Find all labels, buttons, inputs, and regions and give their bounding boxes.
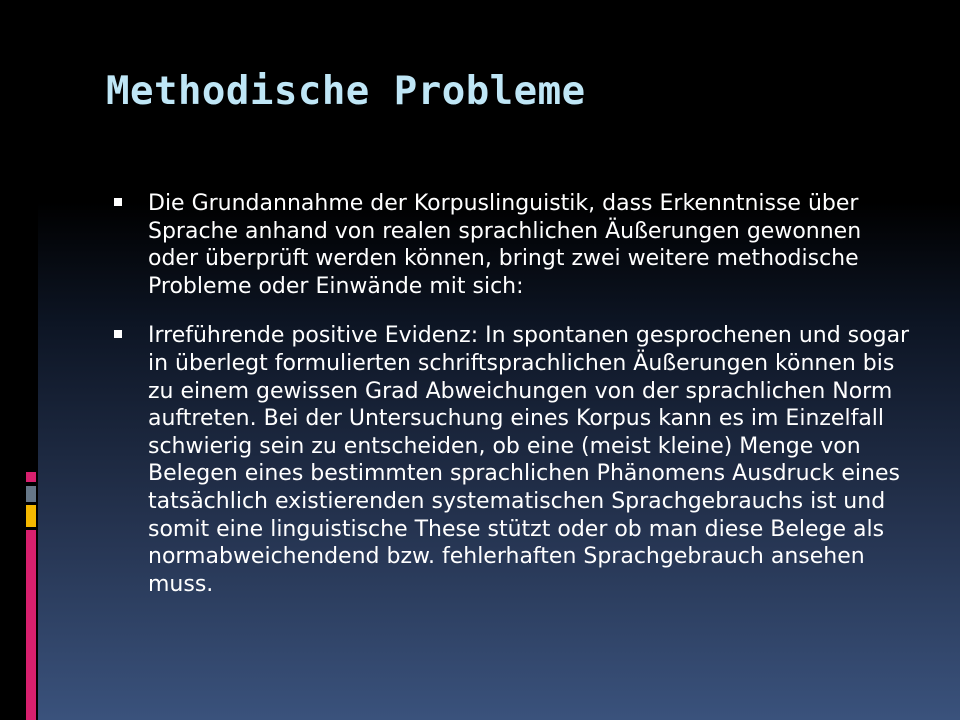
bullet-item-1 [113,190,913,300]
pink-accent-bar-bottom [26,530,36,720]
pink-accent-bar-top [26,472,36,482]
yellow-accent-bar [26,505,36,527]
bullet-text-2: Irreführende positive Evidenz: In spontanen gesprochenen und sogar in überlegt formulierten schriftsprachlichen Äußerungen können bis zu einem gewissen Grad Abweichungen von der sprachlichen Norm auftreten. Bei der Untersuchung eines Korpus kann es im Einzelfall schwierig sein zu entscheiden, ob eine (meist kleine) Menge von Belegen eines bestimmten sprachlichen Phänomens Ausdruck eines tatsächlich existierenden systematischen Sprachgebrauchs ist und somit eine linguistische These stützt oder ob man diese Belege als normabweichendend bzw. fehlerhaften Sprachgebrauch ansehen muss. [148,323,910,597]
gray-accent-bar [26,486,36,502]
bullet-list [113,190,913,620]
square-bullet-icon [114,198,122,206]
square-bullet-icon [114,330,122,338]
bullet-text-1: Die Grundannahme der Korpuslinguistik, dass Erkenntnisse über Sprache anhand von realen sprachlichen Äußerungen gewonnen oder überprüft werden können, bringt zwei weitere methodische Probleme oder Einwände mit sich: [148,191,862,299]
bullet-item-2 [113,322,913,598]
slide-title: Methodische Probleme [106,69,586,114]
